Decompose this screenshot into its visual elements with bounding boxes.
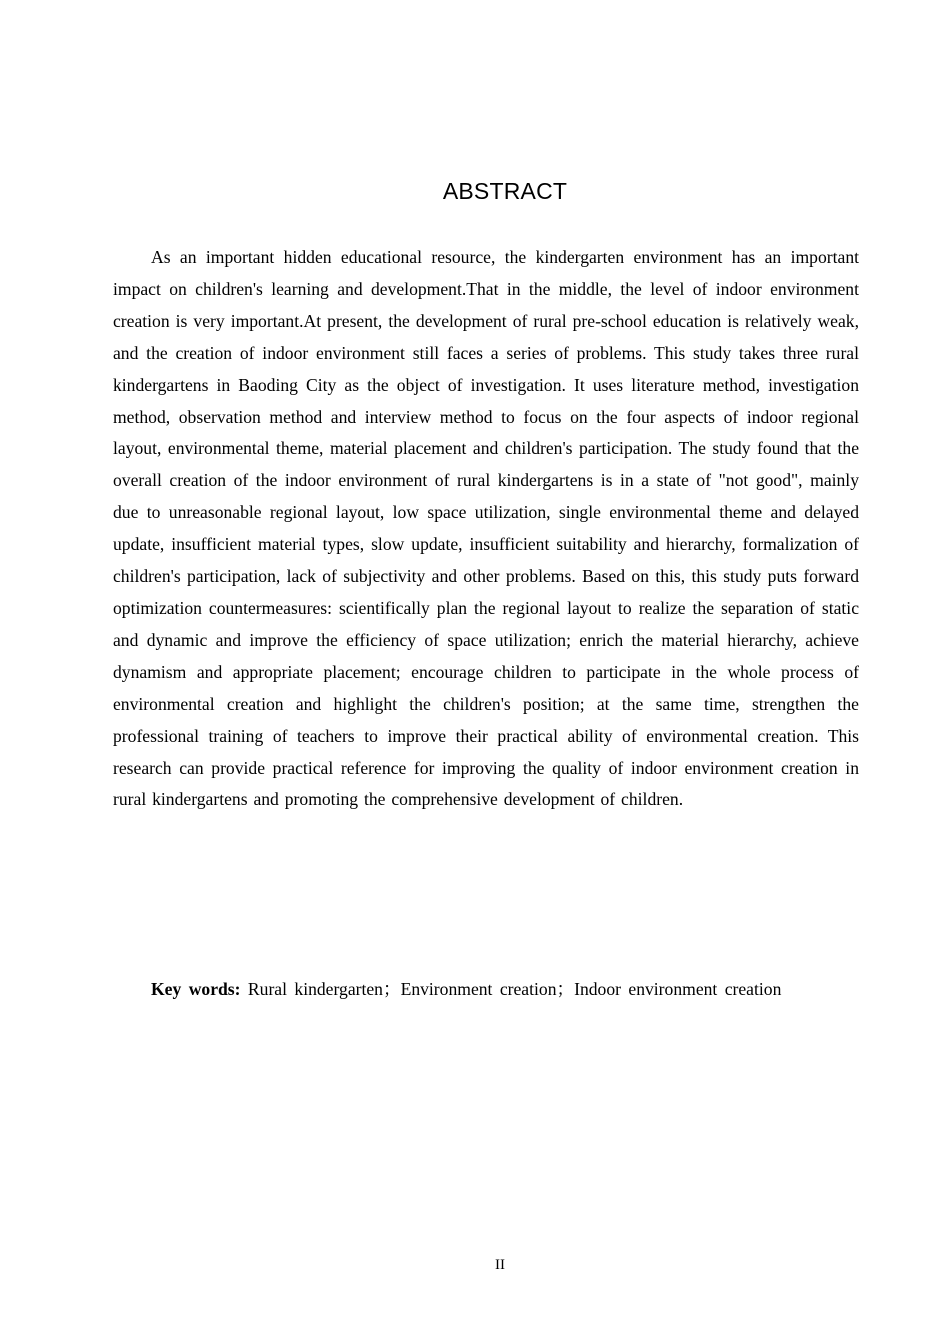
keywords-text: Rural kindergarten；Environment creation；Indoor environment creation [247, 979, 782, 999]
abstract-title: ABSTRACT [442, 178, 568, 204]
abstract-paragraph: As an important hidden educational resource, the kindergarten environment has an important impact on children's learning and development.That in the middle, the level of indoor environment creation is very important.At present, the development of rural pre-school education is relatively weak, and the creation of indoor environment still faces a series of problems. This study takes three rural kindergartens in Baoding City as the object of investigation. It uses literature method, investigation method, observation method and interview method to focus on the four aspects of indoor regional layout, environmental theme, material placement and children's participation. The study found that the overall creation of the indoor environment of rural kindergartens is in a state of "not good", mainly due to unreasonable regional layout, low space utilization, single environmental theme and delayed update, insufficient material types, slow update, insufficient suitability and hierarchy, formalization of children's participation, lack of subjectivity and other problems. Based on this, this study puts forward optimization countermeasures: scientifically plan the regional layout to realize the separation of static and dynamic and improve the efficiency of space utilization; enrich the material hierarchy, achieve dynamism and appropriate placement; encourage children to participate in the whole process of environmental creation and highlight the children's position; at the same time, strengthen the professional training of teachers to improve their practical ability of environmental creation. This research can provide practical reference for improving the quality of indoor environment creation in rural kindergartens and promoting the comprehensive development of children. [113, 247, 859, 810]
keywords-line [151, 974, 871, 1005]
keywords-label: Key words: [151, 979, 241, 999]
page-number: II [495, 1257, 505, 1273]
